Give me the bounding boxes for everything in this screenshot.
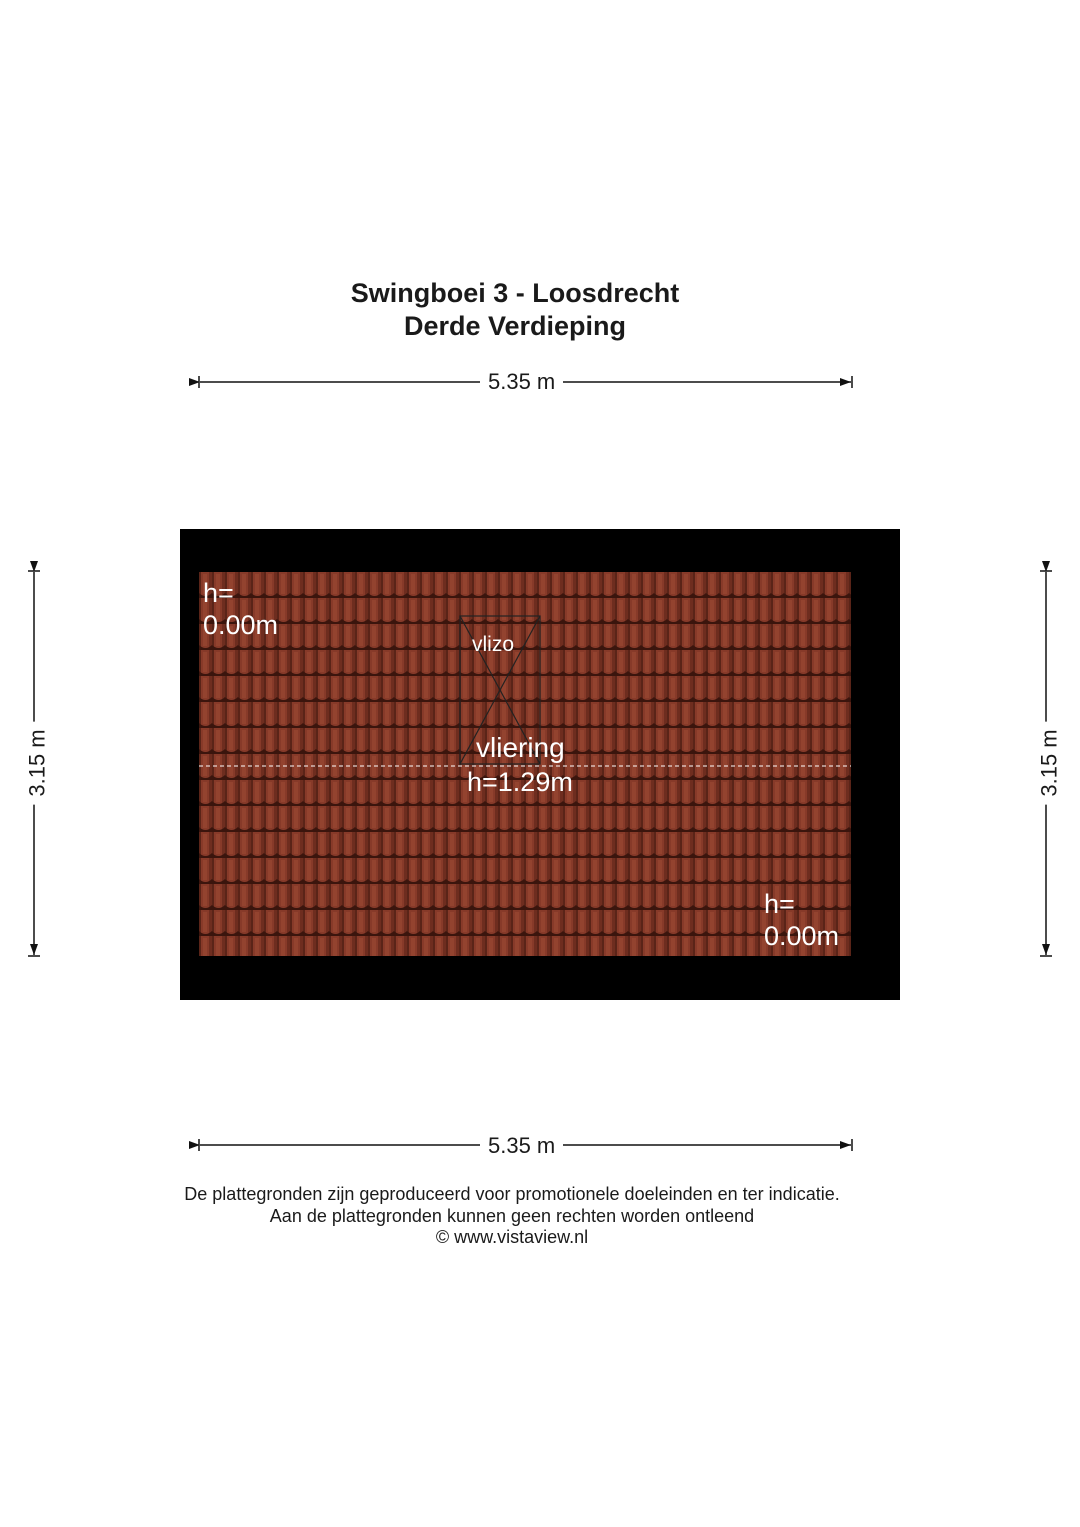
copyright-line: © www.vistaview.nl	[435, 1227, 589, 1247]
dimension-right-label: 3.15 m	[1037, 721, 1063, 804]
disclaimer-line-1: De plattegronden zijn geproduceerd voor promotionele doeleinden en ter indicatie.	[184, 1184, 840, 1204]
disclaimer-line-2: Aan de plattegronden kunnen geen rechten worden ontleend	[269, 1206, 755, 1226]
floor-name: Derde Verdieping	[403, 311, 627, 341]
height-label-right: h=	[764, 889, 795, 919]
hatch-label: vlizo	[472, 633, 515, 656]
room-name: vliering	[476, 732, 565, 763]
dimension-left-label: 3.15 m	[25, 721, 51, 804]
dimension-top-label: 5.35 m	[480, 369, 563, 395]
dimension-bottom-label: 5.35 m	[480, 1133, 563, 1159]
height-label-left: h=	[203, 578, 234, 608]
height-value-left: 0.00m	[203, 610, 279, 640]
plan-title: Swingboei 3 - Loosdrecht	[350, 278, 680, 308]
room-height: h=1.29m	[467, 767, 573, 797]
height-value-right: 0.00m	[764, 921, 840, 951]
